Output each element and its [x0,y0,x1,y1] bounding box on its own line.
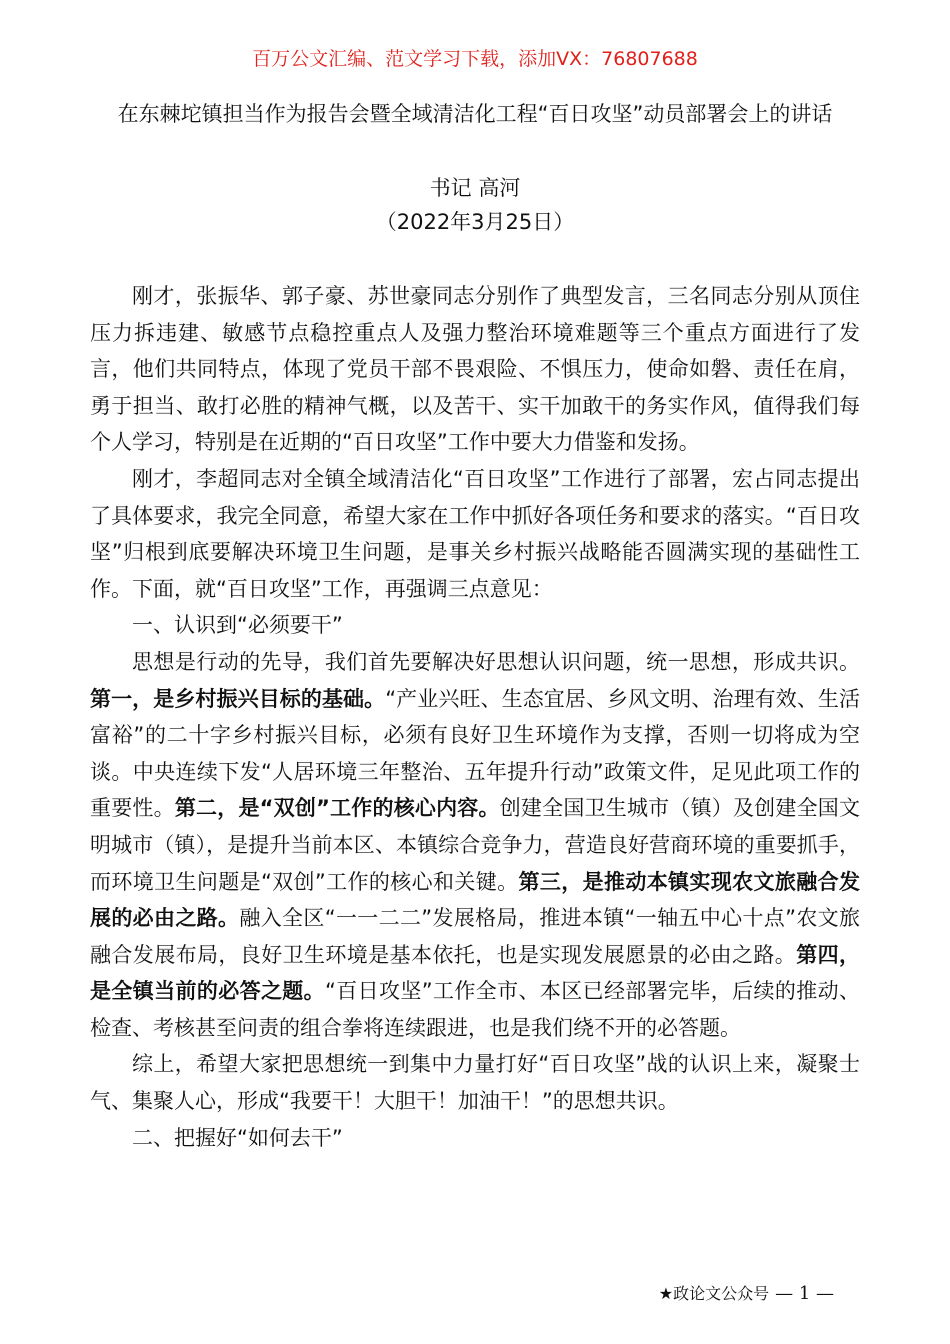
page-number: — 1 — [775,1283,834,1304]
point-4-heading: 第四，是全镇当前的必答之题。 [90,942,861,1004]
paragraph-2: 刚才，李超同志对全镇全域清洁化“百日攻坚”工作进行了部署，宏占同志提出了具体要求，我完全同意，希望大家在工作中抓好各项任务和要求的落实。“百日攻坚”归根到底要解决环境卫生问题，是事关乡村振兴战略能否圆满实现的基础性工作。下面，就“百日攻坚”工作，再强调三点意见： [90,466,860,601]
promo-banner: 百万公文汇编、范文学习下载，添加VX：76807688 [252,48,698,70]
document-title: 在东棘坨镇担当作为报告会暨全域清洁化工程“百日攻坚”动员部署会上的讲话 [117,102,833,126]
paragraph-3-intro: 思想是行动的先导，我们首先要解决好思想认识问题，统一思想，形成共识。 [132,649,860,674]
paragraph-4: 综上，希望大家把思想统一到集中力量打好“百日攻坚”战的认识上来，凝聚士气、集聚人心，形成“我要干！大胆干！加油干！”的思想共识。 [90,1052,860,1114]
point-3-text: 融入全区“一一二二”发展格局，推进本镇“一轴五中心十点”农文旅融合发展布局，良好卫生环境是基本依托，也是实现发展愿景的必由之路。 [90,906,861,967]
point-2-text: 创建全国卫生城市（镇）及创建全国文明城市（镇），是提升当前本区、本镇综合竞争力，营造良好营商环境的重要抓手，而环境卫生问题是“双创”工作的核心和关键。 [90,796,861,894]
page-footer [659,1282,834,1306]
paragraph-3 [90,644,860,1047]
date-line: （2022年3月25日） [375,210,575,234]
section-heading-1: 一、认识到“必须要干” [132,613,343,638]
document-body [90,278,860,1156]
section-heading-2: 二、把握好“如何去干” [132,1125,343,1150]
point-4-text: “百日攻坚”工作全市、本区已经部署完毕，后续的推动、检查、考核甚至问责的组合拳将连续跟进，也是我们绕不开的必答题。 [90,979,860,1040]
point-2-heading: 第二，是“双创”工作的核心内容。 [174,796,500,821]
point-1-text: “产业兴旺、生态宜居、乡风文明、治理有效、生活富裕”的二十字乡村振兴目标，必须有良好卫生环境作为支撑，否则一切将成为空谈。中央连续下发“人居环境三年整治、五年提升行动”政策文件，足见此项工作的重要性。 [90,686,860,821]
point-3-heading: 第三，是推动本镇实现农文旅融合发展的必由之路。 [90,869,860,931]
point-1-heading: 第一，是乡村振兴目标的基础。 [90,686,386,711]
footer-source: ★政论文公众号 [658,1284,770,1303]
author-line: 书记 高河 [429,176,521,200]
paragraph-1: 刚才，张振华、郭子豪、苏世豪同志分别作了典型发言，三名同志分别从顶住压力拆违建、敏感节点稳控重点人及强力整治环境难题等三个重点方面进行了发言，他们共同特点，体现了党员干部不畏艰险、不惧压力，使命如磐、责任在肩，勇于担当、敢打必胜的精神气概，以及苦干、实干加敢干的务实作风，值得我们每个人学习，特别是在近期的“百日攻坚”工作中要大力借鉴和发扬。 [90,284,860,455]
